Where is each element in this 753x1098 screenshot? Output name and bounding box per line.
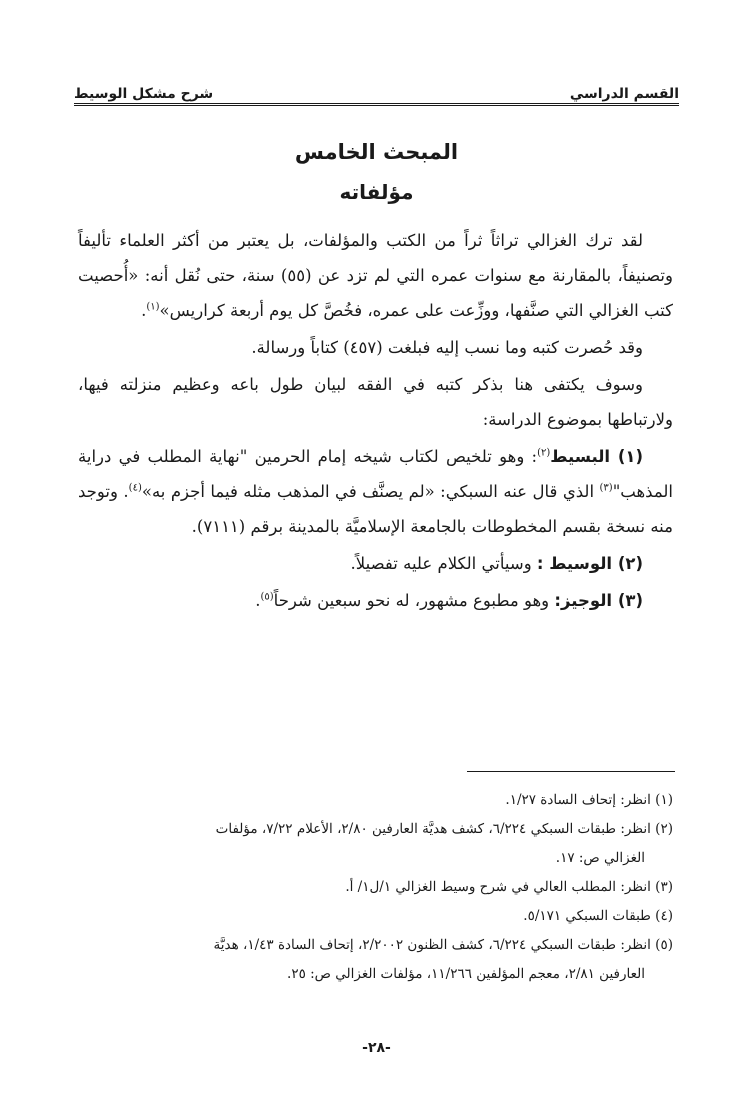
- paragraph-count: وقد حُصرت كتبه وما نسب إليه فبلغت (٤٥٧) كتاباً ورسالة.: [251, 338, 643, 357]
- section-subtitle: مؤلفاته: [339, 180, 414, 204]
- list-item-wasit-text: وسيأتي الكلام عليه تفصيلاً.: [350, 554, 537, 573]
- footnote-5-continuation: العارفين ٢/٨١، معجم المؤلفين ١١/٢٦٦، مؤلفات الغزالي ص: ٢٥.: [287, 966, 645, 982]
- footnote-ref-5: (٥): [260, 591, 274, 603]
- footnote-4: (٤) طبقات السبكي ٥/١٧١.: [523, 908, 673, 924]
- list-item-basit-text-c: . وتوجد منه نسخة بقسم المخطوطات بالجامعة الإسلاميَّة بالمدينة برقم (٧١١١).: [78, 482, 673, 536]
- list-item-wajiz-end: .: [255, 591, 261, 610]
- footnote-ref-2: (٢): [537, 447, 551, 459]
- list-item-basit-text-b: الذي قال عنه السبكي: «لم يصنَّف في المذهب مثله فيما أجزم به»: [141, 482, 600, 501]
- list-item-basit-label: (١) البسيط: [550, 447, 643, 466]
- list-item-wajiz-text: وهو مطبوع مشهور، له نحو سبعين شرحاً: [273, 591, 555, 610]
- footnote-2-continuation: الغزالي ص: ١٧.: [555, 850, 645, 866]
- list-item-basit: [78, 439, 673, 544]
- list-item-basit-text-a: : وهو تلخيص لكتاب شيخه إمام الحرمين "نهاية المطلب في دراية المذهب": [78, 447, 673, 501]
- paragraph-intro: [78, 223, 673, 328]
- footnote-2: (٢) انظر: طبقات السبكي ٦/٢٢٤، كشف هديَّة العارفين ٢/٨٠، الأعلام ٧/٢٢، مؤلفات: [215, 821, 673, 837]
- page-number: -٢٨-: [362, 1040, 391, 1056]
- footnote-ref-3: (٣): [599, 482, 613, 494]
- header-book-title: شرح مشكل الوسيط: [74, 86, 214, 102]
- list-item-wasit: [78, 546, 673, 581]
- header-divider: [74, 103, 679, 108]
- section-title: المبحث الخامس: [294, 140, 459, 164]
- paragraph-scope: وسوف يكتفى هنا بذكر كتبه في الفقه لبيان طول باعه وعظيم منزلته فيها، ولارتباطها بموضوع الدراسة:: [78, 375, 673, 429]
- list-item-wasit-label: (٢) الوسيط :: [536, 554, 643, 573]
- footnotes: [78, 786, 673, 989]
- list-item-wajiz-label: (٣) الوجيز:: [554, 591, 643, 610]
- footnote-ref-1: (١): [146, 301, 160, 313]
- footnote-divider: [467, 771, 675, 772]
- footnote-3: (٣) انظر: المطلب العالي في شرح وسيط الغزالي ١/ل١/ أ.: [345, 879, 673, 895]
- footnote-ref-4: (٤): [128, 482, 142, 494]
- body-text: [78, 223, 673, 618]
- paragraph-intro-text: لقد ترك الغزالي تراثاً ثراً من الكتب والمؤلفات، بل يعتبر من أكثر العلماء تأليفاً وتصنيفاً، بالمقارنة مع سنوات عمره التي لم تزد عن (٥٥) سنة، حتى نُقل أنه: «أُحصيت كتب الغزالي التي صنَّفها، ووزِّعت على عمره، فخُصَّ كل يوم أربعة كراريس»: [78, 231, 673, 320]
- running-header: [74, 78, 679, 102]
- footnote-5: (٥) انظر: طبقات السبكي ٦/٢٢٤، كشف الظنون ٢/٢٠٠٢، إتحاف السادة ١/٤٣، هديَّة: [213, 937, 673, 953]
- header-section-name: القسم الدراسي: [569, 86, 679, 102]
- list-item-wajiz: [78, 583, 673, 618]
- paragraph-intro-end: .: [141, 301, 147, 320]
- footnote-1: (١) انظر: إتحاف السادة ١/٢٧.: [505, 792, 673, 808]
